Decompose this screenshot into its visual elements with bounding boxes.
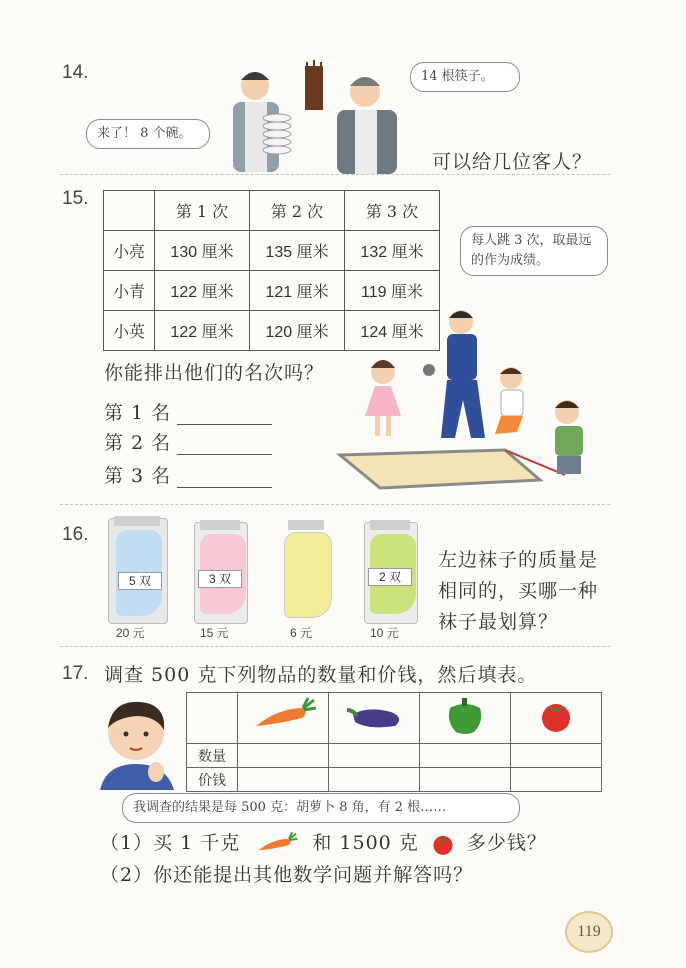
pack-label: 2 双	[368, 568, 412, 586]
q14-bubble-left: 来了！ 8 个碗。	[86, 119, 210, 149]
divider	[60, 504, 610, 505]
rank-2	[104, 428, 272, 455]
answer-line[interactable]	[177, 467, 272, 488]
rank-1-label: 第 1 名	[104, 402, 172, 424]
page-number: 119	[565, 911, 613, 953]
pack-price: 10 元	[370, 626, 399, 640]
boy-illustration	[96, 694, 182, 790]
table-cell[interactable]	[329, 744, 420, 768]
tomato-icon	[426, 830, 460, 858]
divider	[60, 646, 610, 647]
sock-pack	[190, 520, 252, 628]
pack-price: 20 元	[116, 626, 145, 640]
sub1-text-b: 和 1500 克	[312, 832, 419, 854]
q17-title: 调查 500 克下列物品的数量和价钱，然后填表。	[104, 664, 538, 686]
row-name: 小青	[104, 271, 155, 311]
q15-number: 15.	[62, 188, 89, 209]
table-cell[interactable]	[511, 744, 602, 768]
table-header-cell: 第 2 次	[250, 191, 345, 231]
table-row	[187, 768, 602, 792]
table-cell[interactable]	[420, 768, 511, 792]
pack-price: 15 元	[200, 626, 229, 640]
table-cell[interactable]	[511, 768, 602, 792]
table-cell: 130 厘米	[155, 231, 250, 271]
tomato-icon	[531, 696, 581, 736]
q17-sub1	[100, 828, 547, 858]
rank-1	[104, 398, 272, 425]
table-cell[interactable]	[238, 768, 329, 792]
sub1-text-c: 多少钱？	[466, 832, 547, 854]
carrot-cell	[238, 693, 329, 744]
table-cell: 124 厘米	[345, 311, 440, 351]
row-label-price: 价钱	[187, 768, 238, 792]
sub2-text: 你还能提出其他数学问题并解答吗？	[153, 864, 474, 886]
q17-number: 17.	[62, 663, 89, 684]
answer-line[interactable]	[177, 434, 272, 455]
sock-pack	[104, 516, 174, 628]
table-cell: 119 厘米	[345, 271, 440, 311]
q14-number: 14.	[62, 62, 89, 83]
tomato-cell	[511, 693, 602, 744]
q15-question: 你能排出他们的名次吗？	[104, 362, 325, 384]
sub1-number: （1）	[100, 832, 154, 854]
rank-2-label: 第 2 名	[104, 432, 172, 454]
q17-sub2	[100, 860, 473, 887]
sub2-number: （2）	[100, 864, 154, 886]
table-header-cell: 第 3 次	[345, 191, 440, 231]
sock-pack	[360, 520, 422, 628]
q17-table	[186, 692, 602, 792]
table-cell[interactable]	[420, 744, 511, 768]
pepper-cell	[420, 693, 511, 744]
table-cell: 132 厘米	[345, 231, 440, 271]
eggplant-cell	[329, 693, 420, 744]
row-name: 小亮	[104, 231, 155, 271]
carrot-icon	[247, 831, 305, 857]
q16-number: 16.	[62, 524, 89, 545]
rank-3-label: 第 3 名	[104, 465, 172, 487]
table-cell[interactable]	[329, 768, 420, 792]
q15-bubble: 每人跳 3 次，取最远的作为成绩。	[460, 226, 608, 276]
table-cell[interactable]	[238, 744, 329, 768]
row-label-quantity: 数量	[187, 744, 238, 768]
sub1-text-a: 买 1 千克	[153, 832, 241, 854]
q14-bubble-right: 14 根筷子。	[410, 62, 520, 92]
long-jump-illustration	[335, 300, 615, 500]
q14-illustration	[215, 58, 415, 176]
pack-label: 5 双	[118, 572, 162, 590]
sock-pack	[278, 520, 334, 624]
pack-label: 3 双	[198, 570, 242, 588]
eggplant-icon	[339, 696, 409, 736]
q17-bubble: 我调查的结果是每 500 克：胡萝卜 8 角，有 2 根……	[122, 793, 520, 823]
table-cell: 135 厘米	[250, 231, 345, 271]
table-cell: 122 厘米	[155, 271, 250, 311]
answer-line[interactable]	[177, 404, 272, 425]
q16-text: 左边袜子的质量是相同的，买哪一种袜子最划算？	[438, 549, 599, 633]
table-cell: 121 厘米	[250, 271, 345, 311]
divider	[60, 174, 610, 175]
green-pepper-icon	[440, 696, 490, 736]
sock-icon	[284, 532, 332, 618]
table-header-row	[104, 191, 440, 231]
table-cell: 120 厘米	[250, 311, 345, 351]
table-row	[104, 231, 440, 271]
rank-3	[104, 461, 272, 488]
pack-price: 6 元	[290, 626, 313, 640]
table-header-cell	[104, 191, 155, 231]
table-row	[187, 744, 602, 768]
table-header-row	[187, 693, 602, 744]
row-name: 小英	[104, 311, 155, 351]
table-header-cell: 第 1 次	[155, 191, 250, 231]
table-cell: 122 厘米	[155, 311, 250, 351]
carrot-icon	[248, 696, 318, 736]
q14-question: 可以给几位客人？	[432, 151, 593, 173]
